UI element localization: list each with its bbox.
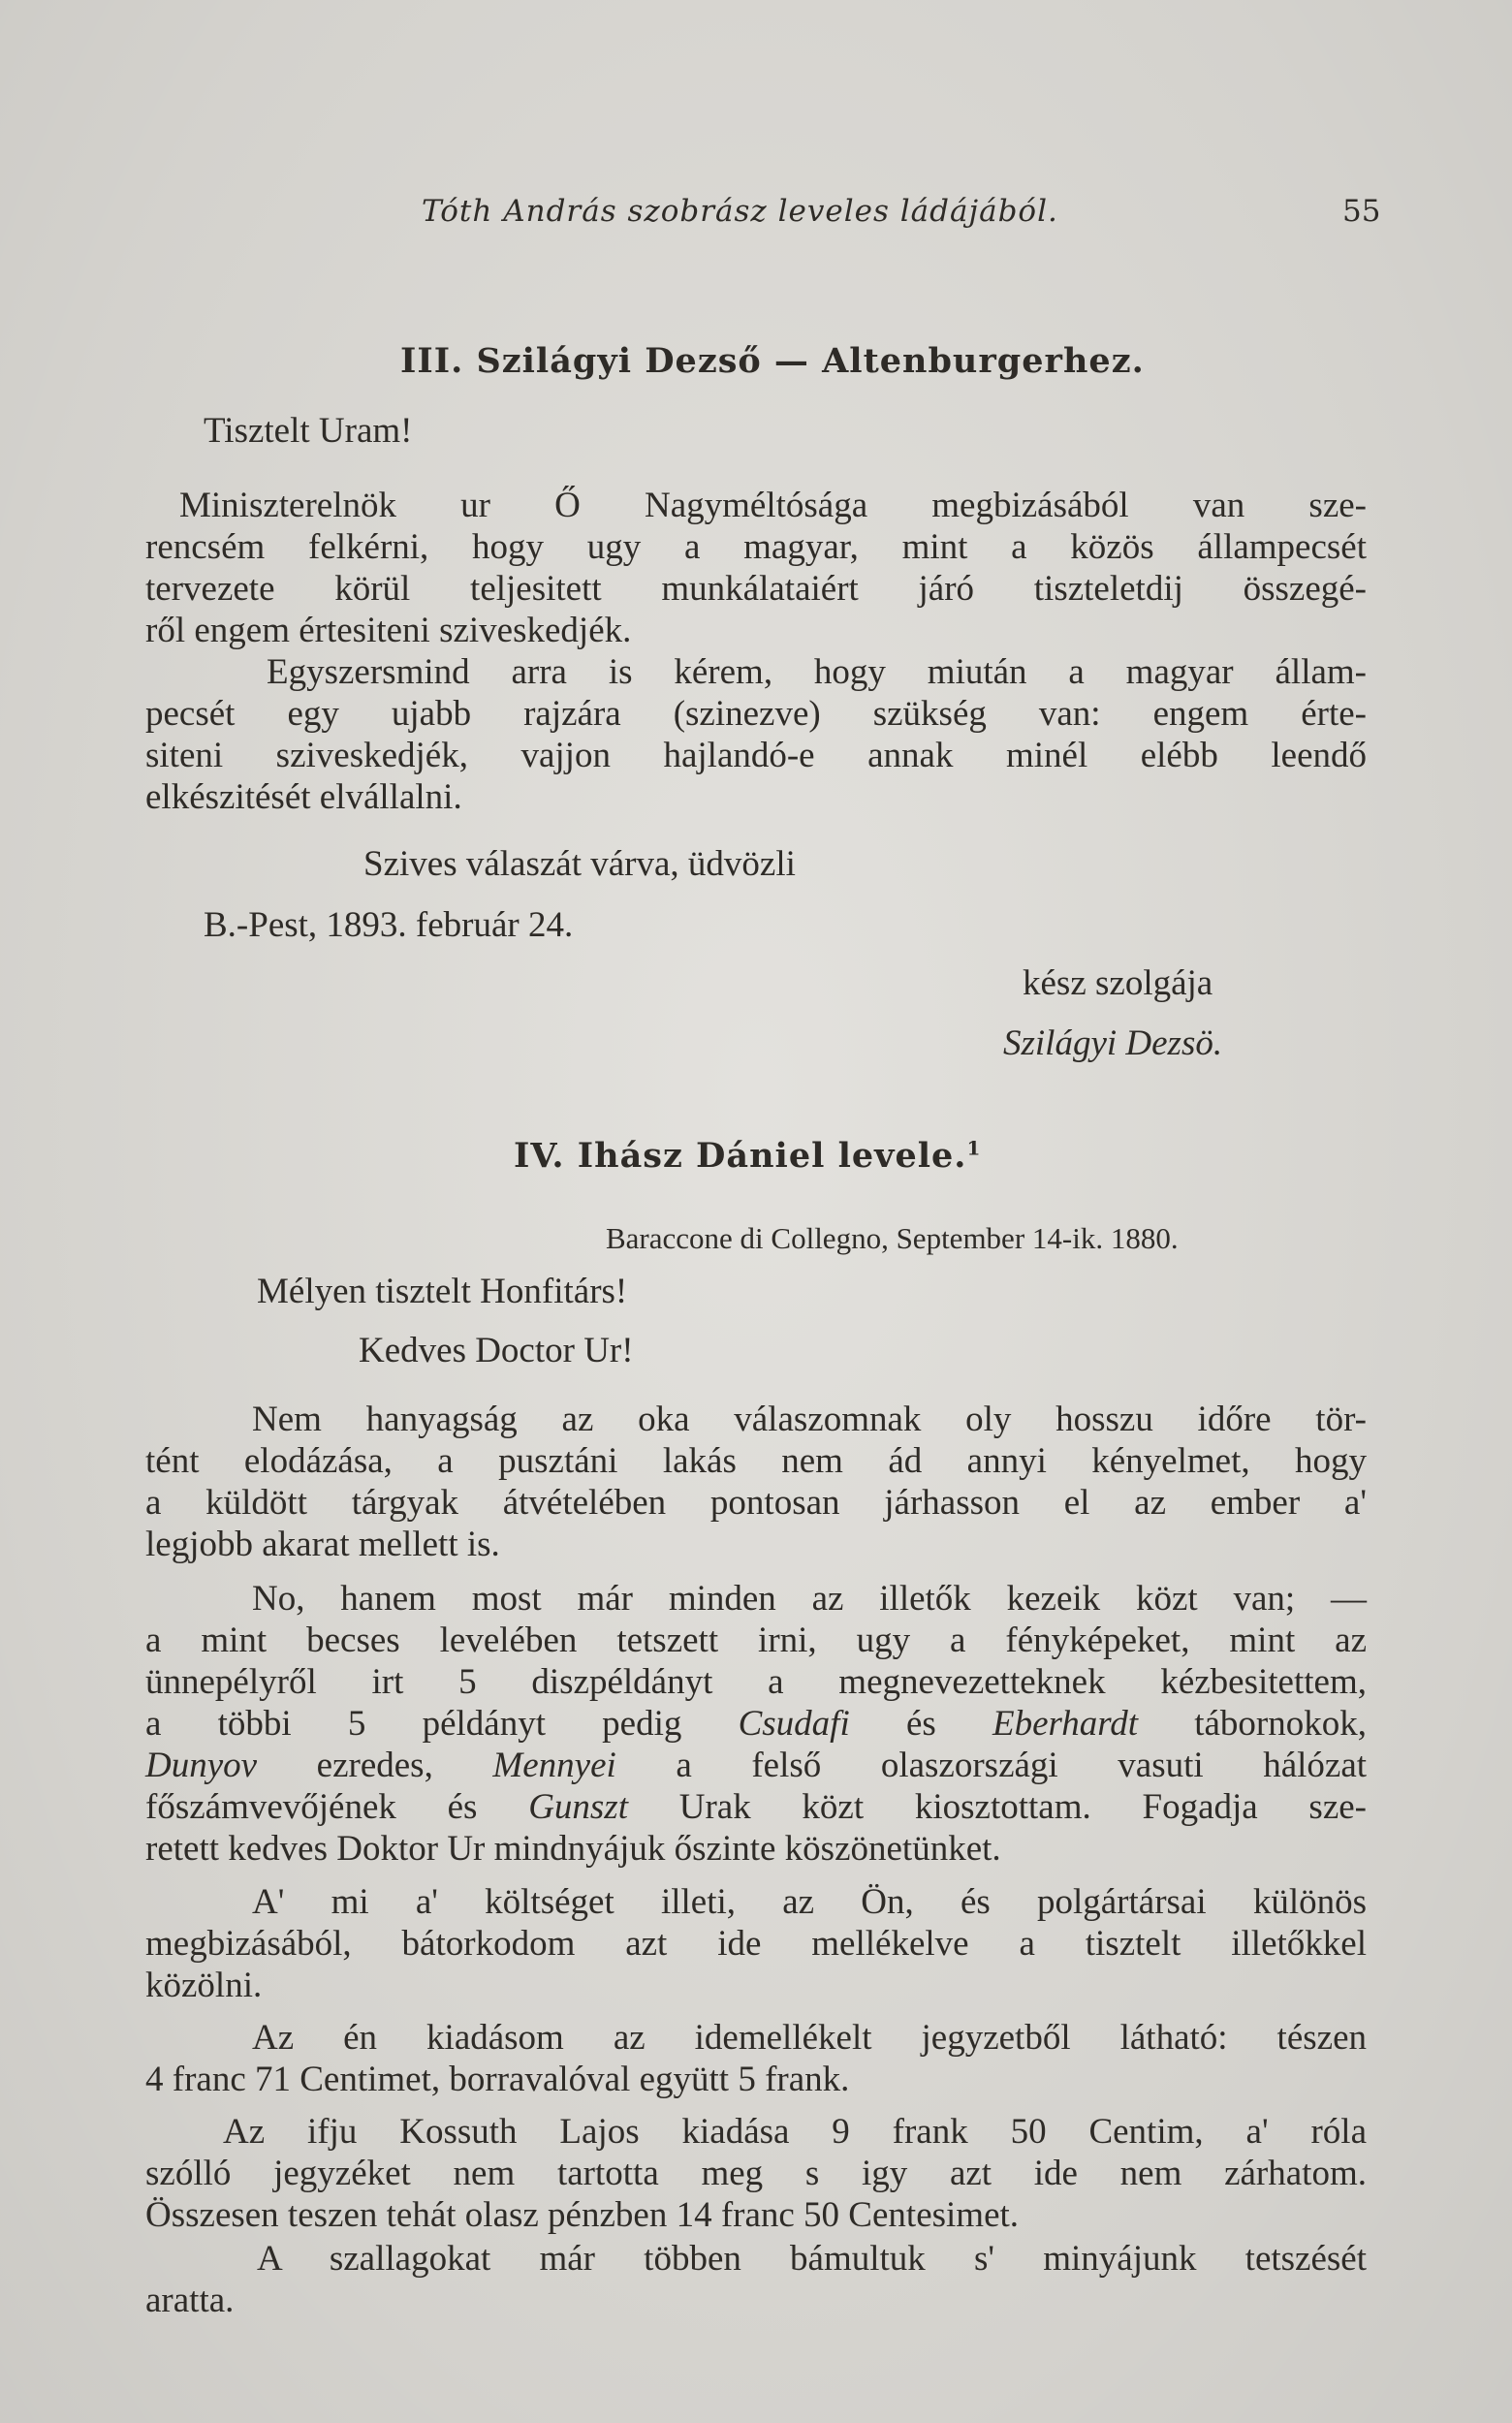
section-4-heading bbox=[514, 1136, 981, 1176]
section-3-signature: Szilágyi Dezsö. bbox=[1003, 1023, 1223, 1063]
section-4-line: legjobb akarat mellett is. bbox=[145, 1525, 500, 1564]
section-4-line: A' mi a' költséget illeti, az Ön, és polgártársai különös bbox=[252, 1882, 1367, 1922]
text-segment: tábornokok, bbox=[1194, 1704, 1368, 1744]
section-3-closing: Szives válaszát várva, üdvözli bbox=[363, 844, 796, 884]
section-4-place-date: Baraccone di Collegno, September 14-ik. 1880. bbox=[606, 1221, 1179, 1255]
section-4-line: a küldött tárgyak átvételében pontosan járhasson el az ember a' bbox=[145, 1483, 1367, 1523]
name-gunszt: Gunszt bbox=[528, 1787, 628, 1827]
name-csudafi: Csudafi bbox=[738, 1704, 850, 1744]
section-4-line: szólló jegyzéket nem tartotta meg s igy azt ide nem zárhatom. bbox=[145, 2154, 1367, 2193]
name-eberhardt: Eberhardt bbox=[992, 1704, 1139, 1744]
section-4-line: retett kedves Doktor Ur mindnyájuk őszinte köszönetünket. bbox=[145, 1829, 1001, 1869]
section-3-sign-off: kész szolgája bbox=[1023, 963, 1213, 1003]
text-segment: főszámvevőjének és bbox=[145, 1787, 478, 1827]
page-number: 55 bbox=[1342, 194, 1381, 229]
running-title: Tóth András szobrász leveles ládájából. bbox=[422, 194, 1058, 229]
name-dunyov: Dunyov bbox=[145, 1746, 258, 1785]
section-4-line: No, hanem most már minden az illetők kezeik közt van; — bbox=[252, 1579, 1367, 1619]
section-4-line: 4 franc 71 Centimet, borravalóval együtt 5 frank. bbox=[145, 2060, 850, 2099]
section-3-salutation: Tisztelt Uram! bbox=[204, 411, 413, 451]
section-3-line: tervezete körül teljesitett munkálataiért járó tiszteletdij összegé- bbox=[145, 569, 1367, 609]
section-4-line: megbizásából, bátorkodom azt ide mellékelve a tisztelt illetőkkel bbox=[145, 1924, 1367, 1964]
running-header bbox=[0, 194, 1512, 242]
section-3-place-date: B.-Pest, 1893. február 24. bbox=[204, 905, 574, 945]
section-4-line: a mint becses levelében tetszett irni, ugy a fényképeket, mint az bbox=[145, 1621, 1367, 1660]
text-segment: a többi 5 példányt pedig bbox=[145, 1704, 682, 1744]
section-4-line: A szallagokat már többen bámultuk s' minyájunk tetszését bbox=[257, 2239, 1367, 2279]
text-segment: Urak közt kiosztottam. Fogadja sze- bbox=[678, 1787, 1367, 1827]
section-4-line bbox=[145, 1788, 1367, 1827]
section-4-salutation-1: Mélyen tisztelt Honfitárs! bbox=[257, 1272, 628, 1311]
section-4-line: Összesen teszen tehát olasz pénzben 14 franc 50 Centesimet. bbox=[145, 2195, 1020, 2235]
section-4-line: Nem hanyagság az oka válaszomnak oly hosszu időre tör- bbox=[252, 1400, 1367, 1439]
section-4-line: ünnepélyről irt 5 diszpéldányt a megnevezetteknek kézbesitettem, bbox=[145, 1662, 1367, 1702]
footnote-marker: 1 bbox=[966, 1136, 982, 1160]
section-4-line: közölni. bbox=[145, 1966, 263, 2005]
section-3-line: siteni sziveskedjék, vajjon hajlandó-e annak minél elébb leendő bbox=[145, 736, 1367, 775]
section-3-line: ről engem értesiteni sziveskedjék. bbox=[145, 611, 632, 650]
section-3-line: pecsét egy ujabb rajzára (szinezve) szükség van: engem érte- bbox=[145, 694, 1367, 734]
section-3-heading: III. Szilágyi Dezső — Altenburgerhez. bbox=[400, 341, 1145, 381]
section-4-line: aratta. bbox=[145, 2281, 235, 2320]
section-3-line: rencsém felkérni, hogy ugy a magyar, mint a közös állampecsét bbox=[145, 527, 1367, 567]
text-segment: ezredes, bbox=[316, 1746, 433, 1785]
name-mennyei: Mennyei bbox=[492, 1746, 616, 1785]
section-3-line: Miniszterelnök ur Ő Nagyméltósága megbizásából van sze- bbox=[179, 486, 1367, 525]
section-4-line bbox=[145, 1746, 1367, 1785]
section-4-line bbox=[145, 1705, 1367, 1744]
text-segment: és bbox=[905, 1704, 936, 1744]
section-4-line: tént elodázása, a pusztáni lakás nem ád annyi kényelmet, hogy bbox=[145, 1441, 1367, 1481]
section-4-line: Az ifju Kossuth Lajos kiadása 9 frank 50 Centim, a' róla bbox=[223, 2112, 1367, 2152]
section-3-line: Egyszersmind arra is kérem, hogy miután a magyar állam- bbox=[267, 652, 1367, 692]
section-4-line: Az én kiadásom az idemellékelt jegyzetből látható: tészen bbox=[252, 2018, 1367, 2058]
section-3-line: elkészitését elvállalni. bbox=[145, 777, 462, 817]
section-4-salutation-2: Kedves Doctor Ur! bbox=[359, 1331, 634, 1370]
text-segment: a felső olaszországi vasuti hálózat bbox=[676, 1746, 1368, 1785]
section-4-heading-text: IV. Ihász Dániel levele. bbox=[514, 1136, 967, 1176]
